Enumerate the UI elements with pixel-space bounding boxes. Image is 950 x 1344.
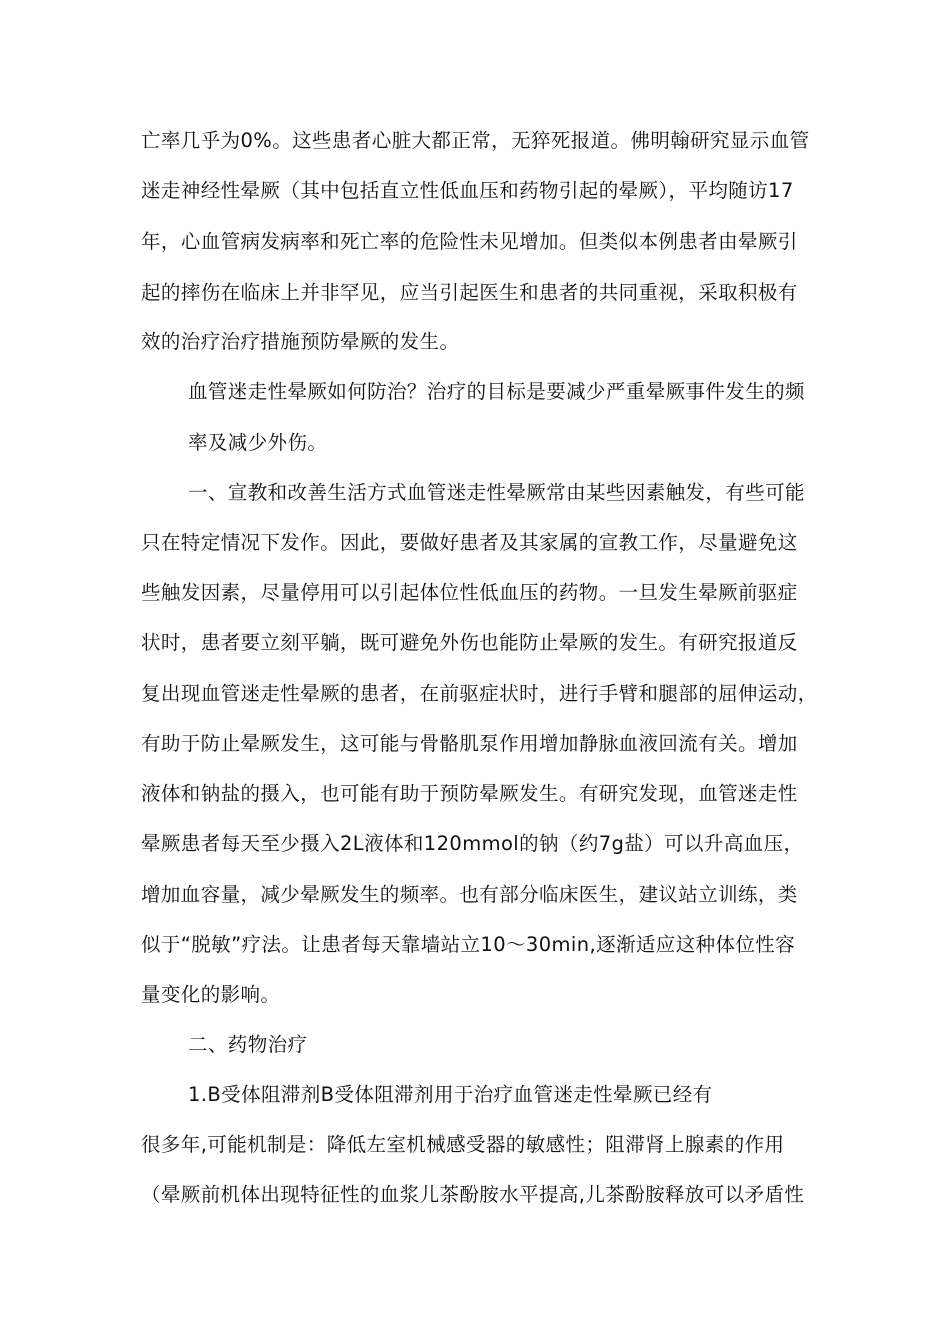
text-line: 只在特定情况下发作。因此，要做好患者及其家属的宣教工作，尽量避免这: [141, 531, 798, 554]
text-line: 有助于防止晕厥发生，这可能与骨骼肌泵作用增加静脉血液回流有关。增加: [141, 732, 798, 755]
text-line: 血管迷走性晕厥如何防治？治疗的目标是要减少严重晕厥事件发生的频: [188, 380, 805, 403]
text-line: 似于“脱敏”疗法。让患者每天靠墙站立10～30min,逐渐适应这种体位性容: [141, 933, 796, 956]
text-line: （晕厥前机体出现特征性的血浆儿茶酚胺水平提高,儿茶酚胺释放可以矛盾性: [141, 1183, 805, 1206]
text-line: 1.B受体阻滞剂B受体阻滞剂用于治疗血管迷走性晕厥已经有: [188, 1083, 713, 1106]
text-line: 复出现血管迷走性晕厥的患者，在前驱症状时，进行手臂和腿部的屈伸运动，: [141, 682, 818, 705]
text-line: 晕厥患者每天至少摄入2L液体和120mmol的钠（约7g盐）可以升高血压，: [141, 832, 804, 855]
text-line: 一、宣教和改善生活方式血管迷走性晕厥常由某些因素触发，有些可能: [188, 481, 805, 504]
text-line: 状时，患者要立刻平躺，既可避免外伤也能防止晕厥的发生。有研究报道反: [141, 631, 798, 654]
text-line: 年，心血管病发病率和死亡率的危险性未见增加。但类似本例患者由晕厥引: [141, 230, 798, 253]
text-line: 迷走神经性晕厥（其中包括直立性低血压和药物引起的晕厥），平均随访17: [141, 179, 794, 202]
text-line: 效的治疗治疗措施预防晕厥的发生。: [141, 330, 460, 353]
text-line: 液体和钠盐的摄入，也可能有助于预防晕厥发生。有研究发现，血管迷走性: [141, 782, 798, 805]
section-heading: 二、药物治疗: [188, 1033, 308, 1056]
text-line: 增加血容量，减少晕厥发生的频率。也有部分临床医生，建议站立训练，类: [141, 883, 798, 906]
text-line: 率及减少外伤。: [188, 431, 328, 454]
text-line: 起的摔伤在临床上并非罕见，应当引起医生和患者的共同重视，采取积极有: [141, 281, 798, 304]
text-line: 些触发因素，尽量停用可以引起体位性低血压的药物。一旦发生晕厥前驱症: [141, 581, 798, 604]
text-line: 很多年,可能机制是：降低左室机械感受器的敏感性；阻滞肾上腺素的作用: [141, 1133, 785, 1156]
text-line: 量变化的影响。: [141, 983, 281, 1006]
text-line: 亡率几乎为0%。这些患者心脏大都正常，无猝死报道。佛明翰研究显示血管: [141, 129, 810, 152]
